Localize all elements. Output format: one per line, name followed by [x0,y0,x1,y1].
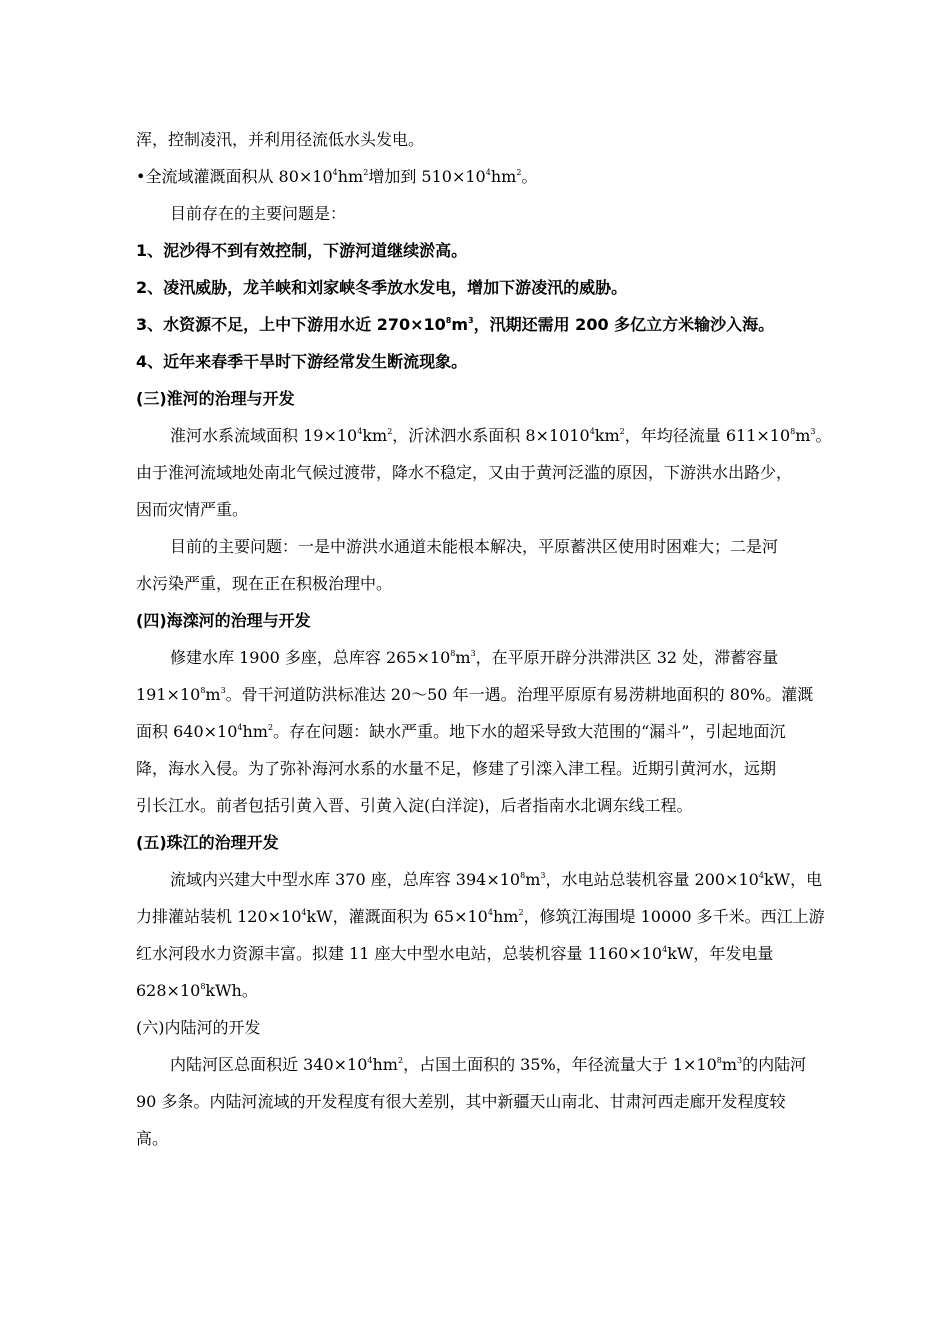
paragraph-line: 面积 $640\times 10^4hm^2$。存在问题：缺水严重。地下水的超采导致大范围的“漏斗”，引起地面沉 [136,722,786,741]
paragraph-line: 力排灌站装机 $120\times 10^4kW$，灌溉面积为 $65\times 10^4hm^2$，修筑江海围堤 10000 多千米。西江上游 [136,907,825,926]
paragraph-line: 目前存在的主要问题是： [170,204,347,223]
section-heading-inland-rivers: (六)内陆河的开发 [136,1018,261,1037]
problem-item-1: 1、泥沙得不到有效控制，下游河道继续淤高。 [136,241,468,260]
paragraph-line: 目前的主要问题：一是中游洪水通道未能根本解决，平原蓄洪区使用时困难大；二是河 [170,537,779,556]
section-heading-zhujiang: (五)珠江的治理开发 [136,833,279,852]
paragraph-line: 降，海水入侵。为了弥补海河水系的水量不足，修建了引滦入津工程。近期引黄河水，远期 [136,759,777,778]
problem-item-2: 2、凌汛威胁，龙羊峡和刘家峡冬季放水发电，增加下游凌汛的威胁。 [136,278,628,297]
paragraph-line: 修建水库 1900 多座，总库容 $265\times 10^8m^3$，在平原开辟分洪滞洪区 32 处，滞蓄容量 [170,648,779,667]
paragraph-line: 红水河段水力资源丰富。拟建 11 座大中型水电站，总装机容量 $1160\times 10^4kW$，年发电量 [136,944,774,963]
paragraph-line: $628\times 10^8kWh$。 [136,981,258,1000]
problem-item-4: 4、近年来春季干旱时下游经常发生断流现象。 [136,352,468,371]
paragraph-line: 淮河水系流域面积 $19\times 10^4km^2$，沂沭泗水系面积 $8\times 1010^4km^2$，年均径流量 $611\times 10^8m^3$。 [170,426,832,445]
paragraph-line: 内陆河区总面积近 $340\times 10^4hm^2$，占国土面积的 35%，年径流量大于 $1\times 10^8m^3$的内陆河 [170,1055,807,1074]
problem-item-3: 3、水资源不足，上中下游用水近 $270\times 10^8m^3$，汛期还需用 200 多亿立方米输沙入海。 [136,315,775,334]
paragraph-line: 引长江水。前者包括引黄入晋、引黄入淀(白洋淀)，后者指南水北调东线工程。 [136,796,693,815]
paragraph-line: 水污染严重，现在正在积极治理中。 [136,574,393,593]
paragraph-line: 浑，控制凌汛，并利用径流低水头发电。 [136,130,425,149]
paragraph-line: $191\times 10^8m^3$。骨干河道防洪标准达 20～50 年一遇。治理平原原有易涝耕地面积的 80%。灌溉 [136,685,814,704]
bullet-line: •全流域灌溉面积从 $80\times 10^4hm^2$增加到 $510\times 10^4hm^2$。 [136,167,538,186]
paragraph-line: 高。 [136,1129,169,1148]
paragraph-line: 因而灾情严重。 [136,500,249,519]
paragraph-line: 90 多条。内陆河流域的开发程度有很大差别，其中新疆天山南北、甘肃河西走廊开发程度较 [136,1092,786,1111]
section-heading-huaihe: (三)淮河的治理与开发 [136,389,295,408]
paragraph-line: 流域内兴建大中型水库 370 座，总库容 $394\times 10^8m^3$，水电站总装机容量 $200\times 10^4kW$，电 [170,870,823,889]
section-heading-hailuanhe: (四)海滦河的治理与开发 [136,611,311,630]
paragraph-line: 由于淮河流域地处南北气候过渡带，降水不稳定，又由于黄河泛滥的原因，下游洪水出路少， [136,463,793,482]
